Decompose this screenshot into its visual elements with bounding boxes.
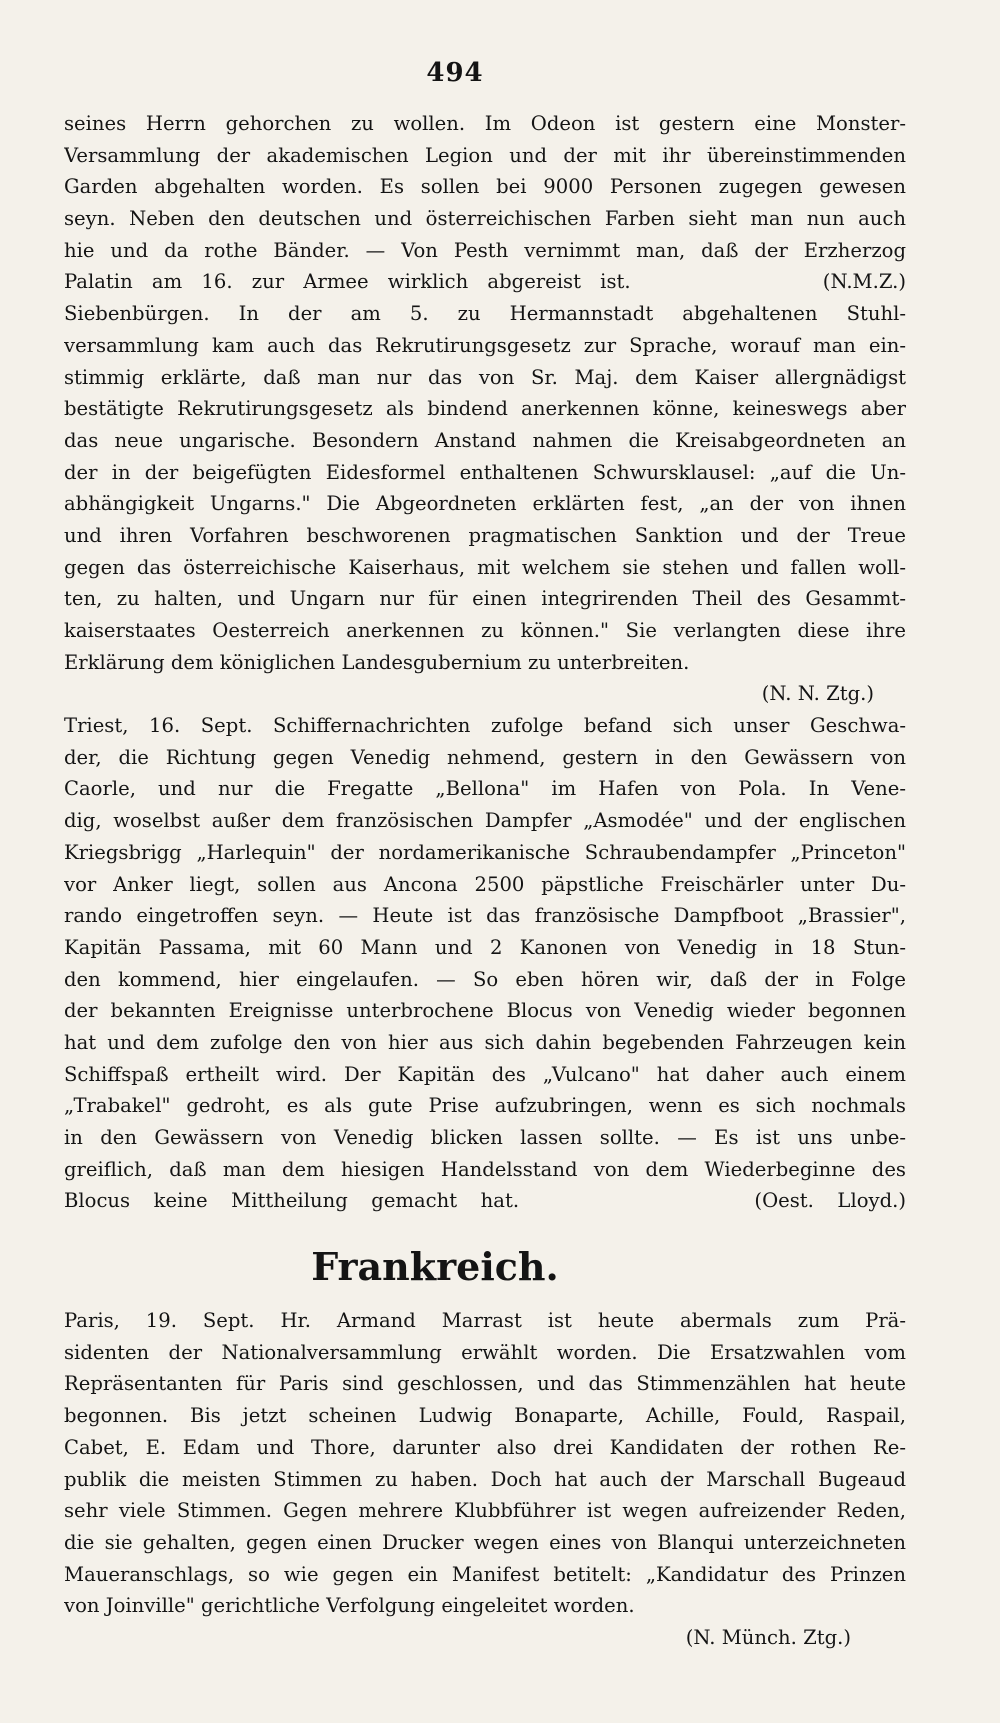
text-line: gegen das österreichische Kaiserhaus, mit welchem sie stehen und fallen woll- bbox=[64, 555, 906, 579]
text-line: Garden abgehalten worden. Es sollen bei 9000 Personen zugegen gewesen bbox=[64, 175, 906, 199]
text-line: dig, woselbst außer dem französischen Dampfer „Asmodée" und der englischen bbox=[64, 809, 906, 833]
text-line: der, die Richtung gegen Venedig nehmend, gestern in den Gewässern von bbox=[64, 745, 906, 769]
text-line: seyn. Neben den deutschen und österreichischen Farben sieht man nun auch bbox=[64, 207, 906, 231]
text-line: Maueranschlags, so wie gegen ein Manifest betitelt: „Kandidatur des Prinzen bbox=[64, 1562, 906, 1586]
article-block-siebenbuergen bbox=[64, 298, 906, 710]
text-line: Blocus keine Mittheilung gemacht hat. (Oest. Lloyd.) bbox=[64, 1189, 906, 1213]
text-line: das neue ungarische. Besondern Anstand nahmen die Kreisabgeordneten an bbox=[64, 428, 906, 452]
article-column bbox=[64, 108, 906, 1654]
text-line: der bekannten Ereignisse unterbrochene Blocus von Venedig wieder begonnen bbox=[64, 999, 906, 1023]
text-line: Repräsentanten für Paris sind geschlossen, und das Stimmenzählen hat heute bbox=[64, 1372, 906, 1396]
text-line: hie und da rothe Bänder. — Von Pesth vernimmt man, daß der Erzherzog bbox=[64, 238, 906, 262]
text-line: seines Herrn gehorchen zu wollen. Im Odeon ist gestern eine Monster- bbox=[64, 112, 906, 135]
text-line: vor Anker liegt, sollen aus Ancona 2500 päpstliche Freischärler unter Du- bbox=[64, 872, 906, 896]
text-line: Cabet, E. Edam und Thore, darunter also drei Kandidaten der rothen Re- bbox=[64, 1435, 906, 1459]
text-line: Versammlung der akademischen Legion und der mit ihr übereinstimmenden bbox=[64, 143, 906, 167]
text-line: Palatin am 16. zur Armee wirklich abgereist ist. (N.M.Z.) bbox=[64, 270, 906, 294]
text-line: abhängigkeit Ungarns." Die Abgeordneten erklärten fest, „an der von ihnen bbox=[64, 492, 906, 516]
section-heading: Frankreich. bbox=[311, 1244, 559, 1290]
text-line: Paris, 19. Sept. Hr. Armand Marrast ist heute abermals zum Prä- bbox=[64, 1309, 906, 1333]
text-line: der in der beigefügten Eidesformel enthaltenen Schwursklausel: „auf die Un- bbox=[64, 460, 906, 484]
text-line: „Trabakel" gedroht, es als gute Prise aufzubringen, wenn es sich nochmals bbox=[64, 1094, 906, 1118]
text-line: stimmig erklärte, daß man nur das von Sr. Maj. dem Kaiser allergnädigst bbox=[64, 365, 906, 389]
text-line: publik die meisten Stimmen zu haben. Doch hat auch der Marschall Bugeaud bbox=[64, 1467, 906, 1491]
text-line: kaiserstaates Oesterreich anerkennen zu können." Sie verlangten diese ihre bbox=[64, 619, 906, 642]
text-line: ten, zu halten, und Ungarn nur für einen integrirenden Theil des Gesammt- bbox=[64, 587, 906, 611]
source-citation: (N. Münch. Ztg.) bbox=[685, 1625, 851, 1649]
text-line: sehr viele Stimmen. Gegen mehrere Klubbführer ist wegen aufreizender Reden, bbox=[64, 1499, 906, 1523]
article-block-vienna bbox=[64, 108, 906, 298]
text-line: hat und dem zufolge den von hier aus sich dahin begebenden Fahrzeugen kein bbox=[64, 1030, 906, 1054]
text-line: begonnen. Bis jetzt scheinen Ludwig Bonaparte, Achille, Fould, Raspail, bbox=[64, 1404, 906, 1428]
source-citation: (N. N. Ztg.) bbox=[761, 682, 874, 706]
text-line: rando eingetroffen seyn. — Heute ist das französische Dampfboot „Brassier", bbox=[64, 904, 906, 928]
text-line: sidenten der Nationalversammlung erwählt worden. Die Ersatzwahlen vom bbox=[64, 1340, 906, 1364]
text-line: Caorle, und nur die Fregatte „Bellona" im Hafen von Pola. In Vene- bbox=[64, 777, 906, 801]
text-line: und ihren Vorfahren beschworenen pragmatischen Sanktion und der Treue bbox=[64, 523, 906, 547]
page-number: 494 bbox=[426, 58, 484, 88]
text-line: versammlung kam auch das Rekrutirungsgesetz zur Sprache, worauf man ein- bbox=[64, 333, 906, 357]
text-line: in den Gewässern von Venedig blicken lassen sollte. — Es ist uns unbe- bbox=[64, 1126, 906, 1149]
text-line: greiflich, daß man dem hiesigen Handelsstand von dem Wiederbeginne des bbox=[64, 1157, 906, 1181]
text-line: die sie gehalten, gegen einen Drucker wegen eines von Blanqui unterzeichneten bbox=[64, 1530, 906, 1554]
article-block-triest bbox=[64, 710, 906, 1217]
text-line: von Joinville" gerichtliche Verfolgung eingeleitet worden. bbox=[64, 1594, 635, 1618]
text-line: Erklärung dem königlichen Landesgubernium zu unterbreiten. bbox=[64, 650, 690, 674]
text-line: Triest, 16. Sept. Schiffernachrichten zufolge befand sich unser Geschwa- bbox=[64, 714, 906, 738]
text-line: den kommend, hier eingelaufen. — So eben hören wir, daß der in Folge bbox=[64, 967, 906, 991]
text-line: Schiffspaß ertheilt wird. Der Kapitän des „Vulcano" hat daher auch einem bbox=[64, 1062, 906, 1086]
text-line: Siebenbürgen. In der am 5. zu Hermannstadt abgehaltenen Stuhl- bbox=[64, 302, 906, 326]
article-block-paris bbox=[64, 1305, 906, 1654]
text-line: Kriegsbrigg „Harlequin" der nordamerikanische Schraubendampfer „Princeton" bbox=[64, 840, 906, 864]
text-line: Kapitän Passama, mit 60 Mann und 2 Kanonen von Venedig in 18 Stun- bbox=[64, 935, 906, 959]
text-line: bestätigte Rekrutirungsgesetz als bindend anerkennen könne, keineswegs aber bbox=[64, 397, 906, 421]
